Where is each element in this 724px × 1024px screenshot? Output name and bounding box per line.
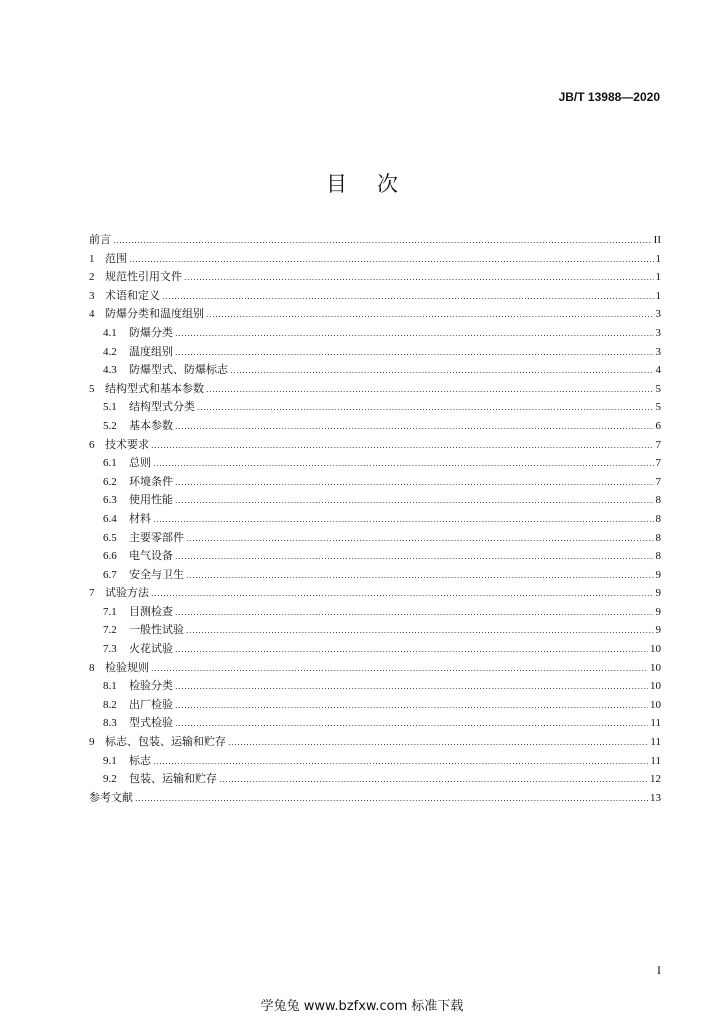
toc-entry[interactable]: [89, 547, 661, 566]
toc-entry-number: 5.1: [103, 401, 117, 414]
toc-entry[interactable]: [89, 380, 661, 399]
watermark-text[interactable]: 学兔兔 www.bzfxw.com 标准下载: [260, 999, 464, 1014]
toc-entry[interactable]: [89, 733, 661, 752]
toc-entry-page: 11: [650, 736, 661, 749]
toc-entry[interactable]: [89, 324, 661, 343]
toc-entry-number: 8.3: [103, 717, 117, 730]
dot-leader: [175, 682, 648, 691]
toc-entry[interactable]: [89, 566, 661, 585]
dot-leader: [135, 794, 648, 803]
toc-entry-title: 规范性引用文件: [105, 270, 182, 284]
toc-entry[interactable]: [89, 473, 661, 492]
dot-leader: [186, 626, 654, 635]
toc-entry[interactable]: [89, 268, 661, 287]
toc-entry[interactable]: [89, 343, 661, 362]
dot-leader: [153, 515, 654, 524]
dot-leader: [153, 459, 654, 468]
dot-leader: [175, 701, 648, 710]
toc-entry-title: 火花试验: [129, 642, 173, 656]
toc-entry-title: 标志、包装、运输和贮存: [105, 735, 226, 749]
toc-entry-number: 6.3: [103, 494, 117, 507]
dot-leader: [175, 645, 648, 654]
toc-entry-title: 防爆分类和温度组别: [105, 307, 204, 321]
toc-entry-title: 温度组别: [129, 344, 173, 358]
dot-leader: [151, 664, 648, 673]
toc-entry-title: 结构型式分类: [129, 400, 195, 414]
toc-entry-number: 6.6: [103, 550, 117, 563]
toc-entry[interactable]: [89, 491, 661, 510]
page-number: I: [657, 963, 661, 977]
toc-entry[interactable]: [89, 696, 661, 715]
toc-entry-title: 安全与卫生: [129, 567, 184, 581]
toc-entry[interactable]: [89, 789, 661, 808]
toc-entry-title: 使用性能: [129, 493, 173, 507]
toc-entry-number: 8.2: [103, 698, 117, 711]
toc-entry-page: 7: [655, 475, 661, 488]
toc-entry-title: 防爆分类: [129, 325, 173, 339]
toc-entry-title: 材料: [129, 511, 151, 525]
toc-entry[interactable]: [89, 231, 661, 250]
toc-entry-page: 7: [655, 438, 661, 451]
toc-entry-title: 防爆型式、防爆标志: [129, 363, 228, 377]
toc-entry-number: 7.1: [103, 605, 117, 618]
toc-entry-title: 范围: [105, 251, 127, 265]
dot-leader: [230, 366, 654, 375]
toc-entry-number: 6.2: [103, 475, 117, 488]
toc-entry-page: 10: [650, 680, 661, 693]
toc-entry-title: 检验规则: [105, 660, 149, 674]
toc-entry-page: 10: [650, 643, 661, 656]
toc-entry-number: 4.3: [103, 364, 117, 377]
toc-entry-title: 试验方法: [105, 586, 149, 600]
toc-entry[interactable]: [89, 752, 661, 771]
dot-leader: [175, 719, 648, 728]
toc-entry-number: 9.2: [103, 773, 117, 786]
toc-entry-page: 1: [655, 289, 661, 302]
toc-entry-number: 9: [89, 736, 95, 749]
dot-leader: [186, 534, 654, 543]
dot-leader: [184, 273, 654, 282]
toc-entry-page: 6: [655, 419, 661, 432]
toc-entry-page: 8: [655, 550, 661, 563]
toc-entry-page: 8: [655, 512, 661, 525]
toc-entry-page: 9: [655, 624, 661, 637]
toc-entry-number: 8: [89, 661, 95, 674]
toc-entry-page: 9: [655, 605, 661, 618]
toc-entry-number: 1: [89, 252, 95, 265]
toc-entry-page: 10: [650, 698, 661, 711]
toc-entry-number: 4.2: [103, 345, 117, 358]
toc-entry[interactable]: [89, 361, 661, 380]
toc-entry-page: II: [653, 234, 661, 246]
toc-entry[interactable]: [89, 305, 661, 324]
toc-entry-number: 9.1: [103, 754, 117, 767]
toc-entry-number: 6: [89, 438, 95, 451]
toc-entry-title: 总则: [129, 456, 151, 470]
toc-entry-page: 3: [655, 308, 661, 321]
toc-entry-number: 5: [89, 382, 95, 395]
toc-entry-number: 8.1: [103, 680, 117, 693]
toc-entry[interactable]: [89, 436, 661, 455]
toc-entry-title: 技术要求: [105, 437, 149, 451]
toc-entry[interactable]: [89, 770, 661, 789]
toc-entry-page: 8: [655, 531, 661, 544]
toc-entry-page: 5: [655, 401, 661, 414]
dot-leader: [175, 496, 654, 505]
toc-entry-number: 4: [89, 308, 95, 321]
toc-entry-number: 6.7: [103, 568, 117, 581]
toc-entry[interactable]: [89, 640, 661, 659]
toc-entry-page: 5: [655, 382, 661, 395]
toc-entry-title: 型式检验: [129, 716, 173, 730]
toc-entry-page: 3: [655, 326, 661, 339]
toc-entry[interactable]: [89, 510, 661, 529]
dot-leader: [153, 757, 648, 766]
toc-entry-title: 术语和定义: [105, 288, 160, 302]
toc-entry-title: 出厂检验: [129, 697, 173, 711]
dot-leader: [175, 552, 654, 561]
toc-entry-title: 结构型式和基本参数: [105, 381, 204, 395]
dot-leader: [219, 775, 648, 784]
toc-entry[interactable]: [89, 529, 661, 548]
toc-entry-title: 基本参数: [129, 418, 173, 432]
toc-entry-page: 7: [655, 457, 661, 470]
toc-entry-number: 7.3: [103, 643, 117, 656]
table-of-contents: [89, 231, 661, 807]
toc-entry-number: 7: [89, 587, 95, 600]
toc-entry-number: 3: [89, 289, 95, 302]
toc-entry-page: 1: [655, 271, 661, 284]
toc-entry-page: 10: [650, 661, 661, 674]
toc-entry-title: 标志: [129, 753, 151, 767]
toc-entry[interactable]: [89, 454, 661, 473]
toc-entry-number: 4.1: [103, 326, 117, 339]
toc-entry-page: 11: [650, 754, 661, 767]
toc-entry[interactable]: [89, 603, 661, 622]
dot-leader: [175, 422, 654, 431]
dot-leader: [175, 478, 654, 487]
toc-entry-number: 7.2: [103, 624, 117, 637]
toc-entry-title: 检验分类: [129, 679, 173, 693]
dot-leader: [175, 348, 654, 357]
toc-entry-number: 5.2: [103, 419, 117, 432]
toc-entry-title: 参考文献: [89, 790, 133, 804]
toc-entry-page: 11: [650, 717, 661, 730]
toc-entry-page: 4: [655, 364, 661, 377]
toc-entry[interactable]: [89, 677, 661, 696]
page-title: 目次: [326, 172, 428, 196]
toc-entry-title: 前言: [89, 233, 111, 246]
toc-entry-page: 9: [655, 568, 661, 581]
toc-entry[interactable]: [89, 250, 661, 269]
toc-entry[interactable]: [89, 659, 661, 678]
toc-entry-number: 6.4: [103, 512, 117, 525]
dot-leader: [151, 589, 654, 598]
dot-leader: [162, 292, 654, 301]
standard-code: JB/T 13988—2020: [558, 90, 660, 104]
toc-entry-page: 8: [655, 494, 661, 507]
toc-entry[interactable]: [89, 417, 661, 436]
toc-entry-number: 6.1: [103, 457, 117, 470]
toc-entry-page: 13: [650, 791, 661, 804]
toc-entry-page: 12: [650, 773, 661, 786]
toc-entry[interactable]: [89, 287, 661, 306]
toc-entry[interactable]: [89, 584, 661, 603]
dot-leader: [206, 310, 654, 319]
dot-leader: [197, 403, 654, 412]
toc-entry[interactable]: [89, 621, 661, 640]
dot-leader: [175, 329, 654, 338]
toc-entry[interactable]: [89, 714, 661, 733]
toc-entry-title: 目测检查: [129, 604, 173, 618]
toc-entry-title: 包装、运输和贮存: [129, 772, 217, 786]
dot-leader: [129, 255, 654, 264]
toc-entry[interactable]: [89, 398, 661, 417]
toc-entry-page: 9: [655, 587, 661, 600]
dot-leader: [206, 385, 654, 394]
dot-leader: [113, 236, 652, 245]
toc-entry-title: 电气设备: [129, 549, 173, 563]
toc-entry-number: 2: [89, 271, 95, 284]
toc-entry-number: 6.5: [103, 531, 117, 544]
toc-entry-title: 一般性试验: [129, 623, 184, 637]
dot-leader: [186, 571, 654, 580]
toc-entry-title: 环境条件: [129, 474, 173, 488]
toc-entry-page: 1: [655, 252, 661, 265]
dot-leader: [228, 738, 648, 747]
toc-entry-page: 3: [655, 345, 661, 358]
dot-leader: [151, 441, 654, 450]
dot-leader: [175, 608, 654, 617]
toc-entry-title: 主要零部件: [129, 530, 184, 544]
